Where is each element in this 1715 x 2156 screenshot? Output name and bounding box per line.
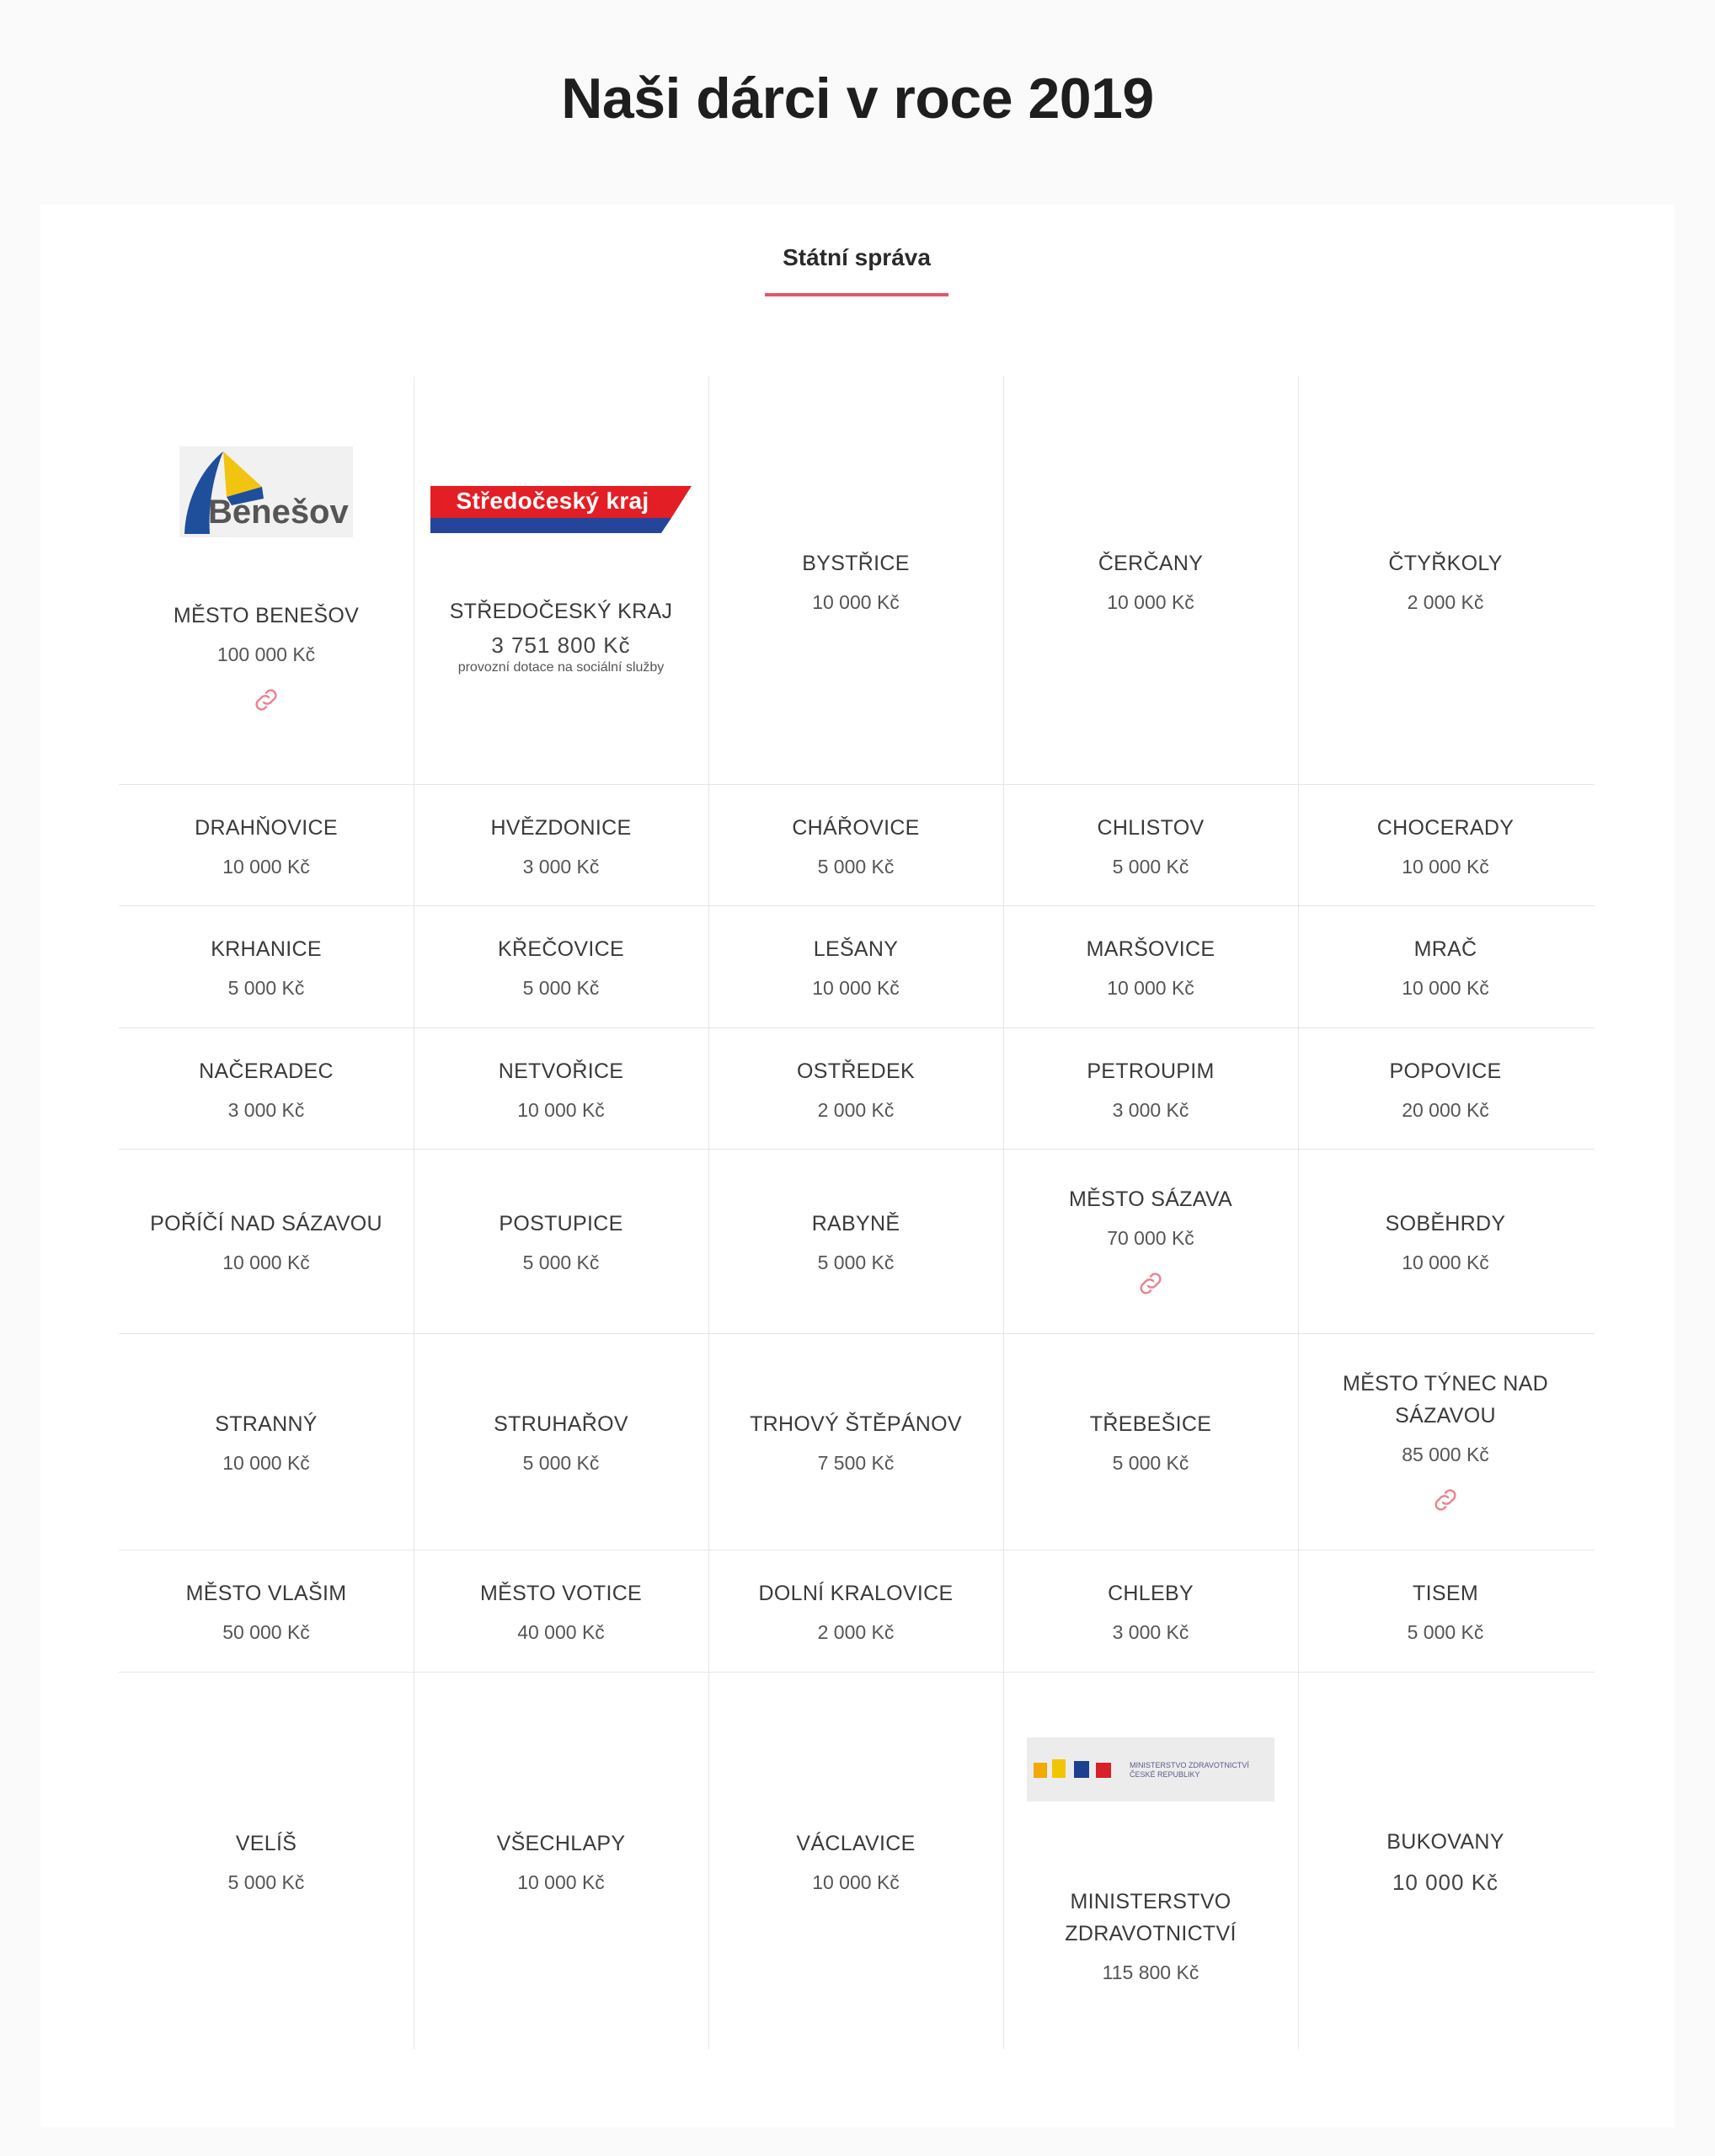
donor-cell xyxy=(414,376,708,784)
donor-amount: 3 000 Kč xyxy=(227,1098,305,1121)
donor-cell xyxy=(708,784,1003,905)
donor-cell xyxy=(119,1027,414,1149)
donor-amount: 5 000 Kč xyxy=(522,1452,600,1474)
donor-cell xyxy=(414,905,708,1027)
donor-name: MĚSTO SÁZAVA xyxy=(1069,1187,1232,1211)
donor-name: MĚSTO BENEŠOV xyxy=(173,603,360,627)
donor-name: POSTUPICE xyxy=(499,1212,623,1235)
donor-name: MĚSTO VOTICE xyxy=(479,1582,643,1605)
donor-amount: 3 751 800 Kč xyxy=(491,632,631,658)
donor-cell xyxy=(119,1550,414,1672)
donor-cell xyxy=(119,784,414,905)
donor-cell xyxy=(1003,784,1298,905)
donor-name: BUKOVANY xyxy=(1386,1829,1504,1854)
donor-cell xyxy=(708,1027,1003,1149)
donor-cell xyxy=(119,1672,414,2049)
donor-amount: 50 000 Kč xyxy=(222,1621,310,1643)
donor-name: BYSTŘICE xyxy=(802,551,910,575)
donor-name: KRHANICE xyxy=(211,937,322,961)
donor-cell xyxy=(1298,1550,1593,1672)
tab-label: Státní správa xyxy=(783,244,931,270)
donor-name: RABYNĚ xyxy=(811,1212,900,1235)
tab-statni-sprava[interactable] xyxy=(765,244,948,296)
donor-cell xyxy=(708,1550,1003,1672)
donor-cell xyxy=(414,1027,708,1149)
donor-amount: 5 000 Kč xyxy=(227,977,305,999)
donor-amount: 7 500 Kč xyxy=(817,1452,895,1474)
donor-name: DOLNÍ KRALOVICE xyxy=(758,1582,954,1605)
donor-name: MARŠOVICE xyxy=(1086,937,1215,961)
donor-name: TRHOVÝ ŠTĚPÁNOV xyxy=(750,1412,962,1436)
donor-cell xyxy=(1298,1333,1593,1550)
donor-name: CHLISTOV xyxy=(1097,815,1205,840)
donor-name: VŠECHLAPY xyxy=(496,1831,626,1855)
donor-name: CHOCERADY xyxy=(1376,815,1515,840)
donor-name: VÁCLAVICE xyxy=(796,1831,916,1855)
donor-amount: 10 000 Kč xyxy=(1402,1251,1489,1273)
donor-amount: 5 000 Kč xyxy=(1407,1621,1484,1643)
donor-name: CHLEBY xyxy=(1108,1582,1194,1605)
donor-name: STRUHAŘOV xyxy=(494,1412,628,1436)
donor-name: OSTŘEDEK xyxy=(797,1059,915,1083)
donor-amount: 2 000 Kč xyxy=(817,1098,895,1121)
donor-amount: 10 000 Kč xyxy=(812,1870,900,1893)
donor-amount: 100 000 Kč xyxy=(216,643,316,665)
donor-cell xyxy=(1003,1672,1298,2049)
donor-name: TŘEBEŠICE xyxy=(1089,1412,1212,1436)
donor-cell xyxy=(414,1672,708,2049)
donor-amount: 5 000 Kč xyxy=(817,855,895,878)
donor-cell xyxy=(708,376,1003,784)
donor-cell xyxy=(1298,1672,1593,2049)
donor-amount: 3 000 Kč xyxy=(1112,1621,1189,1643)
donor-amount: 5 000 Kč xyxy=(522,977,600,999)
donor-cell xyxy=(708,1149,1003,1333)
donor-amount: 2 000 Kč xyxy=(817,1621,895,1643)
donor-amount: 5 000 Kč xyxy=(227,1870,305,1893)
donor-amount: 10 000 Kč xyxy=(812,590,900,613)
link-icon[interactable] xyxy=(1430,1485,1461,1515)
donor-amount: 10 000 Kč xyxy=(222,1251,310,1273)
donor-name: CHÁŘOVICE xyxy=(792,815,920,840)
donor-amount: 10 000 Kč xyxy=(1107,977,1194,999)
donor-cell xyxy=(1003,1149,1298,1333)
donor-amount: 70 000 Kč xyxy=(1107,1227,1194,1249)
donor-cell xyxy=(119,376,414,784)
donor-amount: 5 000 Kč xyxy=(522,1251,600,1273)
donor-amount: 5 000 Kč xyxy=(1112,1452,1189,1474)
ministerstvo-zdravotnictvi-logo xyxy=(1027,1737,1274,1801)
ministerstvo-zdravotnictvi-logo-text xyxy=(1130,1761,1249,1780)
link-icon[interactable] xyxy=(251,685,281,715)
benesov-logo-text: Benešov xyxy=(208,493,349,531)
donor-name: VELÍŠ xyxy=(235,1831,297,1855)
donor-name: LEŠANY xyxy=(813,937,899,961)
logo-text-line: ČESKÉ REPUBLIKY xyxy=(1130,1769,1200,1779)
donor-name: MRAČ xyxy=(1413,937,1477,961)
donor-cell xyxy=(119,1149,414,1333)
donor-name: NETVOŘICE xyxy=(498,1059,624,1083)
donor-name: DRAHŇOVICE xyxy=(195,815,338,840)
donor-cell xyxy=(1003,1027,1298,1149)
donor-amount: 10 000 Kč xyxy=(517,1870,605,1893)
donor-name: MĚSTO TÝNEC NAD SÁZAVOU xyxy=(1343,1372,1548,1428)
donor-amount: 10 000 Kč xyxy=(1402,855,1489,878)
donor-cell xyxy=(1003,905,1298,1027)
donor-cell xyxy=(708,905,1003,1027)
donor-amount: 5 000 Kč xyxy=(817,1251,895,1273)
donor-cell xyxy=(1298,1027,1593,1149)
tab-active-underline xyxy=(765,293,948,296)
donor-amount: 3 000 Kč xyxy=(522,855,600,878)
donor-cell xyxy=(1298,376,1593,784)
donor-cell xyxy=(708,1672,1003,2049)
donor-cell xyxy=(1298,784,1593,905)
donor-name: POPOVICE xyxy=(1389,1059,1502,1083)
donor-amount: 10 000 Kč xyxy=(517,1098,605,1121)
donor-amount: 10 000 Kč xyxy=(222,855,310,878)
donor-cell xyxy=(1003,1550,1298,1672)
donor-name: SOBĚHRDY xyxy=(1385,1212,1506,1235)
donor-cell xyxy=(414,1149,708,1333)
donor-name: TISEM xyxy=(1413,1582,1478,1605)
donor-amount: 115 800 Kč xyxy=(1102,1961,1199,1983)
donor-amount: 10 000 Kč xyxy=(1107,590,1194,613)
donor-amount: 3 000 Kč xyxy=(1112,1098,1189,1121)
donor-amount: 10 000 Kč xyxy=(222,1452,310,1474)
donor-cell xyxy=(708,1333,1003,1550)
donor-cell xyxy=(1298,905,1593,1027)
donor-amount: 10 000 Kč xyxy=(1392,1869,1499,1895)
logo-text-line: MINISTERSTVO ZDRAVOTNICTVÍ xyxy=(1130,1760,1249,1769)
donor-name: NAČERADEC xyxy=(199,1059,334,1083)
donor-name: KŘEČOVICE xyxy=(498,937,624,961)
donor-name: MĚSTO VLAŠIM xyxy=(185,1582,347,1605)
donor-amount: 40 000 Kč xyxy=(517,1621,605,1643)
donor-name: POŘÍČÍ NAD SÁZAVOU xyxy=(150,1212,382,1235)
donor-cell xyxy=(414,784,708,905)
donor-cell xyxy=(1298,1149,1593,1333)
donor-cell xyxy=(414,1550,708,1672)
donor-amount: 20 000 Kč xyxy=(1402,1098,1489,1121)
donor-amount: 85 000 Kč xyxy=(1402,1444,1489,1465)
donor-name: HVĚZDONICE xyxy=(490,815,632,840)
donor-amount: 10 000 Kč xyxy=(812,977,900,999)
benesov-logo xyxy=(179,446,353,537)
donor-cell xyxy=(1003,376,1298,784)
donor-amount: 10 000 Kč xyxy=(1402,977,1489,999)
donor-name: STŘEDOČESKÝ KRAJ xyxy=(449,599,673,623)
stredocesky-kraj-logo-text: Středočeský kraj xyxy=(456,487,649,514)
donor-name: ČERČANY xyxy=(1098,551,1204,575)
donor-cell xyxy=(1003,1333,1298,1550)
donor-note: provozní dotace na sociální služby xyxy=(457,659,665,675)
donor-cell xyxy=(119,905,414,1027)
link-icon[interactable] xyxy=(1135,1268,1166,1299)
donor-cell xyxy=(414,1333,708,1550)
donor-amount: 2 000 Kč xyxy=(1407,590,1484,613)
donor-name: ČTYŘKOLY xyxy=(1388,551,1503,575)
donor-cell xyxy=(119,1333,414,1550)
stredocesky-kraj-logo xyxy=(430,486,692,533)
donor-name: STRANNÝ xyxy=(215,1412,318,1436)
donor-name: PETROUPIM xyxy=(1087,1059,1215,1083)
page-title: Naši dárci v roce 2019 xyxy=(561,67,1154,131)
donor-amount: 5 000 Kč xyxy=(1112,855,1189,878)
donor-name: MINISTERSTVO ZDRAVOTNICTVÍ xyxy=(1065,1889,1237,1945)
donor-grid xyxy=(119,376,1595,2049)
